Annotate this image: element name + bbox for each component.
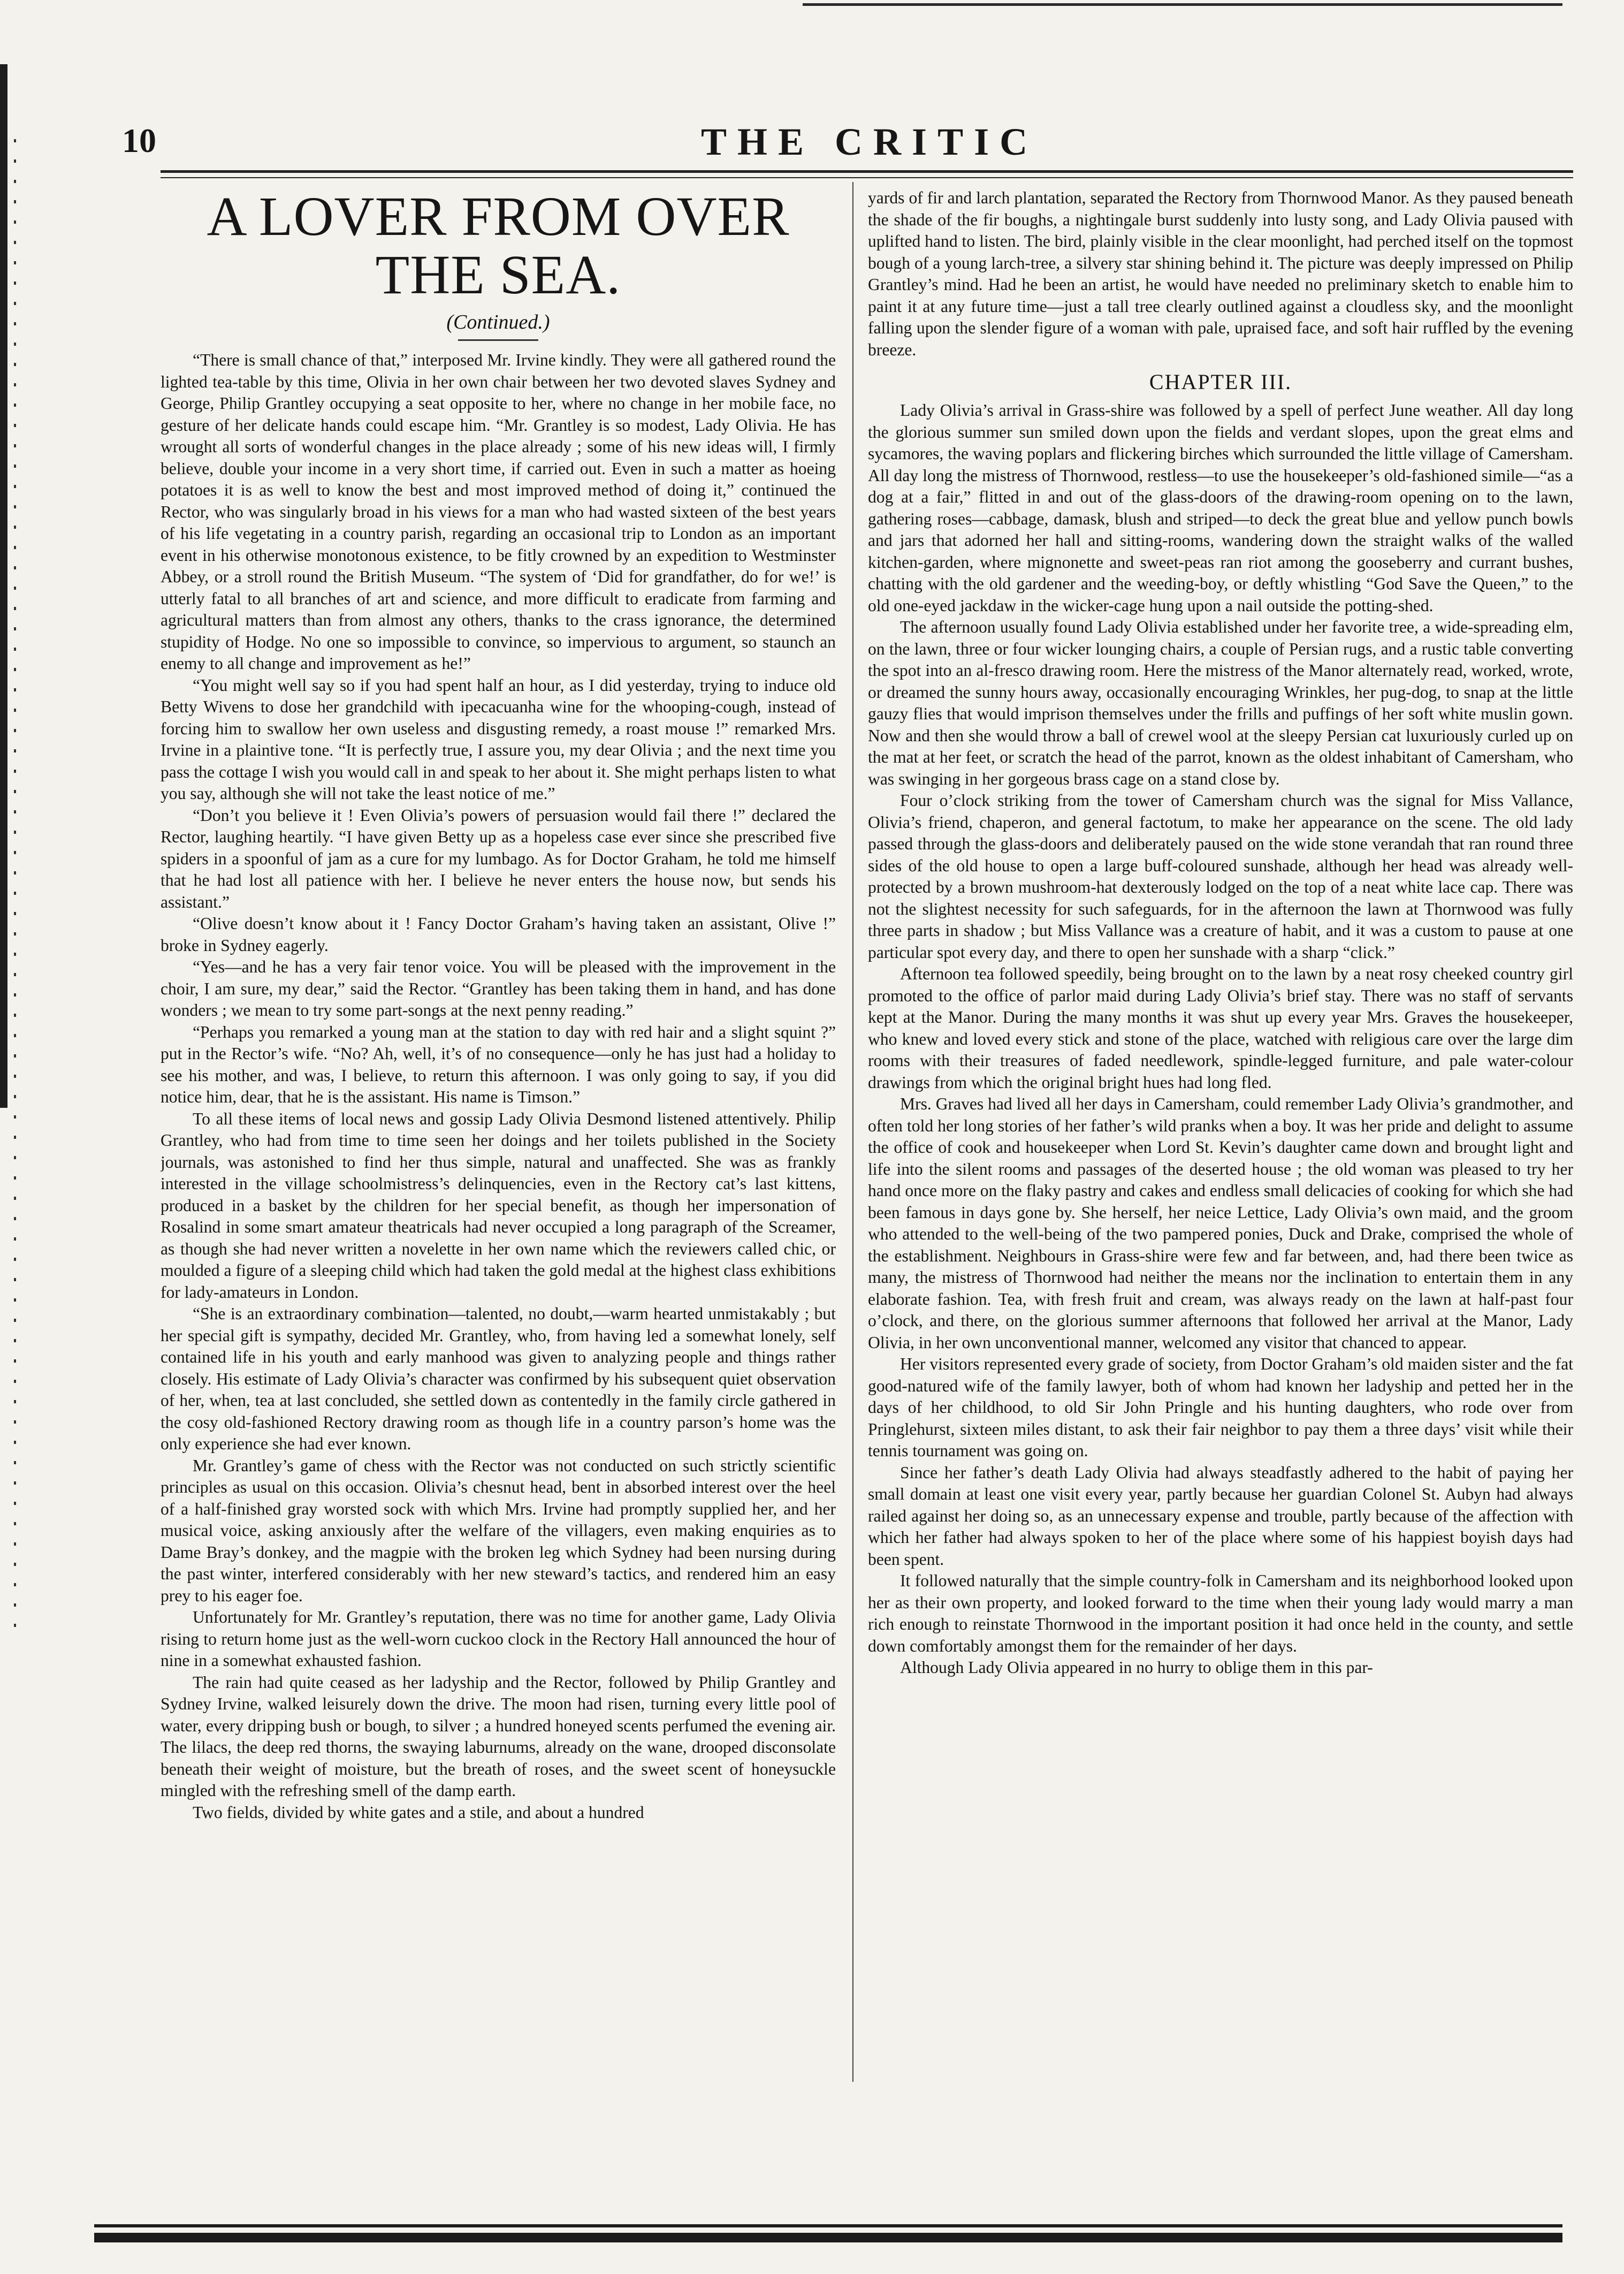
article-title: A LOVER FROM OVER THE SEA. xyxy=(207,187,790,306)
bottom-rule-thick xyxy=(94,2233,1562,2242)
paragraph: Although Lady Olivia appeared in no hurry to oblige them in this par- xyxy=(900,1658,1373,1677)
bottom-rule xyxy=(94,2224,1562,2227)
paragraph: Mr. Grantley’s game of chess with the Rector was not conducted on such strictly scientific principles as usual on this occasion. Olivia’s chesnut head, bent in absorbed interest over the heel of a half-finished gray worsted sock with which Mrs. Irvine had promptly supplied her, and her musical voice, asking anxiously after the welfare of the villagers, even making enquiries as to Dame Bray’s donkey, and the magpie with the broken leg which Sydney had been nursing during the past winter, interfered considerably with her new steward’s tactics, and rendered him an easy prey to his eager foe. xyxy=(161,1456,836,1605)
right-column-body-top xyxy=(868,187,1573,361)
paragraph: Two fields, divided by white gates and a stile, and about a hundred xyxy=(193,1803,644,1822)
scan-edge-line xyxy=(803,3,1562,6)
scan-binding-edge xyxy=(0,64,7,1108)
paragraph: “You might well say so if you had spent half an hour, as I did yesterday, trying to induce old Betty Wivens to dose her grandchild with ipecacuanha wine for the whooping-cough, instead of forcing him to swallow her own useless and disgusting remedy, a roast mouse !” remarked Mrs. Irvine in a plaintive tone. “It is perfectly true, I assure you, my dear Olivia ; and the next time you pass the cottage I wish you would call in and speak to her about it. She might perhaps listen to what you say, although she will not take the least notice of me.” xyxy=(161,675,836,803)
left-column-body xyxy=(161,349,836,1823)
paragraph: It followed naturally that the simple country-folk in Camersham and its neighborhood looked upon her as their own property, and looked forward to the time when their young lady would marry a man rich enough to reinstate Thornwood in the important position it had once held in the county, and settle down comfortably amongst them for the remainder of her days. xyxy=(868,1571,1573,1655)
right-column xyxy=(868,187,1573,2077)
masthead: THE CRITIC xyxy=(701,120,1039,163)
scan-binding-marks xyxy=(14,139,16,1638)
page-number: 10 xyxy=(122,121,156,159)
paragraph: “There is small chance of that,” interposed Mr. Irvine kindly. They were all gathered round the lighted tea-table by this time, Olivia in her own chair between her two devoted slaves Sydney and George, Philip Grantley occupying a seat opposite to her, where no change in her mobile face, no gesture of her delicate hands could escape him. “Mr. Grantley is so modest, Lady Olivia. He has wrought all sorts of wonderful changes in the place already ; some of his new ideas will, I firmly believe, double your income in a very short time, if carried out. Even in such a matter as hoeing potatoes it is as well to know the best and most improved method of doing it,” continued the Rector, who was singularly broad in his views for a man who had wasted sixteen of the best years of his life vegetating in a country parish, regarding an occasional trip to London as an important event in his otherwise monotonous existence, to be fitly crowned by an expedition to Westminster Abbey, or a stroll round the British Museum. “The system of ‘Did for grandfather, do for we!’ is utterly fatal to all branches of art and science, and more difficult to eradicate from farming and agricultural matters than from almost any others, thanks to the crass ignorance, the determined stupidity of Hodge. No one so impossible to convince, so impervious to argument, so staunch an enemy to all change and improvement as he!” xyxy=(161,351,836,673)
header-rule-thin xyxy=(161,177,1573,178)
paragraph: Lady Olivia’s arrival in Grass-shire was followed by a spell of perfect June weather. All day long the glorious summer sun smiled down upon the fields and verdant slopes, upon the great elms and sycamores, the waving poplars and flickering birches which surrounded the little village of Camersham. All day long the mistress of Thornwood, restless—to use the housekeeper’s old-fashioned simile—“as a dog at a fair,” flitted in and out of the glass-doors of the drawing-room opening on to the lawn, gathering roses—cabbage, damask, blush and striped—to deck the great blue and yellow punch bowls and jars that adorned her hall and sitting-rooms, wandering down the straight walks of the walled kitchen-garden, where mignonette and sweet-peas ran riot among the gooseberry and currant bushes, chatting with the old gardener and the weeding-boy, or deftly whistling “God Save the Queen,” to the old one-eyed jackdaw in the wicker-cage hung upon a nail outside the potting-shed. xyxy=(868,401,1573,615)
paragraph: “Don’t you believe it ! Even Olivia’s powers of persuasion would fail there !” declared the Rector, laughing heartily. “I have given Betty up as a hopeless case ever since she prescribed five spiders in a spoonful of jam as a cure for my lumbago. As for Doctor Graham, he told me himself that he had lost all patience with her. I believe he never enters the house now, but sends his assistant.” xyxy=(161,805,836,911)
paragraph: “Olive doesn’t know about it ! Fancy Doctor Graham’s having taken an assistant, Olive !” broke in Sydney eagerly. xyxy=(161,914,836,955)
paragraph: To all these items of local news and gossip Lady Olivia Desmond listened attentively. Philip Grantley, who had from time to time seen her doings and her toilets published in the Society journals, was astonished to find her thus simple, natural and unaffected. She was as frankly interested in the village schoolmistress’s delinquencies, even in the Rectory cat’s last kittens, produced in a basket by the children for her special benefit, as though her impersonation of Rosalind in some smart amateur theatricals had never occupied a long paragraph of the Screamer, as though she had never written a novelette in her own name which the reviewers called chic, or moulded a figure of a sleeping child which had taken the gold medal at the highest class exhibitions for lady-amateurs in London. xyxy=(161,1109,836,1302)
paragraph: Afternoon tea followed speedily, being brought on to the lawn by a neat rosy cheeked country girl promoted to the office of parlor maid during Lady Olivia’s brief stay. There was no staff of servants kept at the Manor. During the many months it was shut up every year Mrs. Graves the housekeeper, who knew and loved every stick and stone of the place, watched with religious care over the large dim rooms with their treasures of faded needlework, spindle-legged furniture, and pale water-colour drawings from which the original bright hues had long fled. xyxy=(868,964,1573,1092)
paragraph: Her visitors represented every grade of society, from Doctor Graham’s old maiden sister and the fat good-natured wife of the family lawyer, both of whom had known her ladyship and petted her in the days of her childhood, to old Sir John Pringle and his hunting daughters, who rode over from Pringlehurst, sixteen miles distant, to ask their fair neighbor to pay them a three days’ visit while their tennis tournament was going on. xyxy=(868,1355,1573,1460)
paragraph: The afternoon usually found Lady Olivia established under her favorite tree, a wide-spreading elm, on the lawn, three or four wicker lounging chairs, a couple of Persian rugs, and a rustic table converting the spot into an al-fresco drawing room. Here the mistress of the Manor alternately read, worked, wrote, or dreamed the sunny hours away, occasionally encouraging Wrinkles, her pug-dog, to snap at the little gauzy flies that would imprison themselves under the frills and puffings of her soft white muslin gown. Now and then she would throw a ball of crewel wool at the sleepy Persian cat luxuriously curled up on the mat at her feet, or scratch the head of the parrot, known as the oldest inhabitant of Camersham, who was swinging in her gorgeous brass cage on a stand close by. xyxy=(868,618,1573,788)
paragraph: yards of fir and larch plantation, separated the Rectory from Thornwood Manor. As they paused beneath the shade of the fir boughs, a nightingale burst suddenly into lusty song, and Lady Olivia paused with uplifted hand to listen. The bird, plainly visible in the clear moonlight, had perched itself on the topmost bough of a young larch-tree, a silvery star shining behind it. The picture was deeply impressed on Philip Grantley’s mind. Had he been an artist, he would have needed no preliminary sketch to enable him to paint it at any future time—just a tall tree clearly outlined against a cloudless sky, and the moonlight falling upon the slender figure of a woman with pale, upraised face, and soft hair ruffled by the evening breeze. xyxy=(868,188,1573,359)
header-rule xyxy=(161,170,1573,173)
paragraph: “Yes—and he has a very fair tenor voice. You will be pleased with the improvement in the choir, I am sure, my dear,” said the Rector. “Grantley has been taking them in hand, and has done wonders ; we mean to try some part-songs at the next penny reading.” xyxy=(161,957,836,1020)
paragraph: Unfortunately for Mr. Grantley’s reputation, there was no time for another game, Lady Olivia rising to return home just as the well-worn cuckoo clock in the Rectory Hall announced the hour of nine in a somewhat exhausted fashion. xyxy=(161,1608,836,1670)
paragraph: Four o’clock striking from the tower of Camersham church was the signal for Miss Vallance, Olivia’s friend, chaperon, and general factotum, to make her appearance on the scene. The old lady passed through the glass-doors and deliberately paused on the wide stone verandah that ran round three sides of the old house to open a large buff-coloured sunshade, although her head was already well-protected by a brown mushroom-hat dexterously lodged on the top of a neat white lace cap. There was not the slightest necessity for such safeguards, for in the afternoon the lawn at Thornwood was fully three parts in shadow ; but Miss Vallance was a creature of habit, and it was a custom to pause at one particular spot every day, and there to open her sunshade with a sharp “click.” xyxy=(868,791,1573,962)
right-column-body xyxy=(868,400,1573,1679)
paragraph: Mrs. Graves had lived all her days in Camersham, could remember Lady Olivia’s grandmother, and often told her long stories of her father’s wild pranks when a boy. It was her pride and delight to assume the office of cook and housekeeper when Lord St. Kevin’s daughter came down and brought light and life into the silent rooms and passages of the deserted house ; the old woman was pleased to try her hand once more on the flaky pastry and cakes and endless small delicacies of cooking for which she had been famous in days gone by. She herself, her neice Lettice, Lady Olivia’s own maid, and the groom who attended to the well-being of the two pampered ponies, Duck and Drake, comprised the whole of the establishment. Neighbours in Grass-shire were few and far between, and, had there been twice as many, the mistress of Thornwood had neither the means nor the inclination to entertain them in any elaborate fashion. Tea, with fresh fruit and cream, was always ready on the lawn at half-past four o’clock, and there, on the glorious summer afternoons that followed her arrival at the Manor, Lady Olivia, in her own unconventional manner, welcomed any visitor that chanced to appear. xyxy=(868,1094,1573,1352)
left-column xyxy=(161,187,836,2077)
paragraph: The rain had quite ceased as her ladyship and the Rector, followed by Philip Grantley and Sydney Irvine, walked leisurely down the drive. The moon had risen, turning every little pool of water, every dripping bush or bough, to silver ; a hundred honeyed scents perfumed the evening air. The lilacs, the deep red thorns, the swaying laburnums, already on the wane, drooped disconsolate beneath their weight of moisture, but the breath of roses, and the sweet scent of honeysuckle mingled with the refreshing smell of the damp earth. xyxy=(161,1672,836,1800)
chapter-heading: CHAPTER III. xyxy=(1149,370,1292,394)
paragraph: “Perhaps you remarked a young man at the station to day with red hair and a slight squint ?” put in the Rector’s wife. “No? Ah, well, it’s of no consequence—only he has just had a holiday to see his mother, and was, I believe, to return this afternoon. I was only going to say, if you did notice him, dear, that he is the assistant. His name is Timson.” xyxy=(161,1022,836,1107)
column-divider xyxy=(852,182,853,2082)
continued-note: (Continued.) xyxy=(446,311,550,334)
paragraph: “She is an extraordinary combination—talented, no doubt,—warm hearted unmistakably ; but her special gift is sympathy, decided Mr. Grantley, who, from having led a somewhat lonely, self contained life in his youth and early manhood was given to analyzing people and things rather closely. His estimate of Lady Olivia’s character was confirmed by his subsequent quiet observation of her, when, tea at last concluded, she settled down as contentedly in the family circle gathered in the cosy old-fashioned Rectory drawing room as though life in a country parson’s home was the only experience she had ever known. xyxy=(161,1304,836,1454)
paragraph: Since her father’s death Lady Olivia had always steadfastly adhered to the habit of paying her small domain at least one visit every year, partly because her guardian Colonel St. Aubyn had always railed against her doing so, as an unnecessary expense and trouble, partly because of the affection with which her father had always spoken to her of the place where some of his happiest boyish days had been spent. xyxy=(868,1463,1573,1569)
title-rule xyxy=(458,339,538,341)
